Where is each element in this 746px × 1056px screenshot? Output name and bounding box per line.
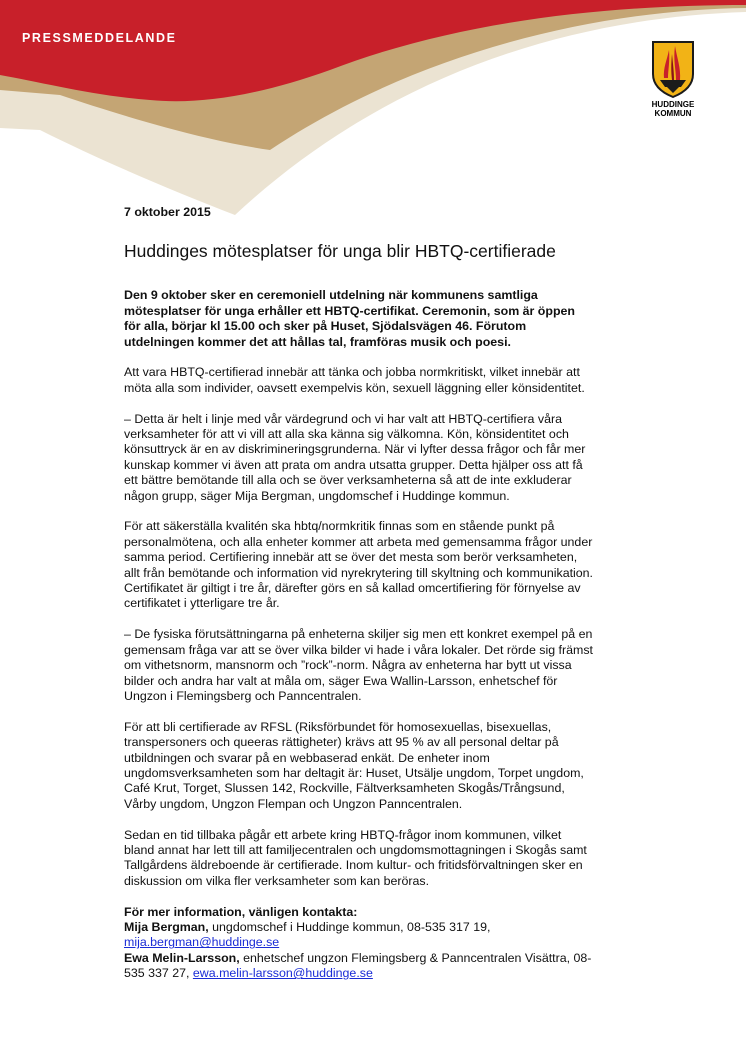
release-date: 7 oktober 2015 xyxy=(124,205,211,219)
lead-paragraph: Den 9 oktober sker en ceremoniell utdelning när kommunens samtliga mötesplatser för unga erhåller ett HBTQ-certifikat. Ceremonin, som är öppen för alla, börjar kl 15.00 och sker på Huset, Sjödalsvägen 46. Förutom utdelningen kommer det att hållas tal, framföras musik och poesi. xyxy=(124,288,575,349)
press-release-body xyxy=(124,205,594,982)
logo-line-2: KOMMUN xyxy=(654,109,692,118)
body-paragraph: – De fysiska förutsättningarna på enheterna skiljer sig men ett konkret exempel på en gemensam fråga var att se över vilka bilder vi hade i våra lokaler. Det rörde sig främst om vithetsnorm, mansnorm och ”rock”-norm. Några av enheterna har bytt ut vissa bilder och andra har valt at måla om, säger Ewa Wallin-Larsson, enhetschef för Ungzon i Flemingsberg och Panncentralen. xyxy=(124,627,593,703)
contact-2-details: enhetschef ungzon Flemingsberg & Panncentralen Visättra, 08-535 337 27, xyxy=(124,950,592,981)
logo-wordmark xyxy=(636,100,710,118)
contact-1-email-link[interactable]: mija.bergman@huddinge.se xyxy=(124,935,280,950)
contact-heading: För mer information, vänligen kontakta: xyxy=(124,904,358,919)
body-paragraph: För att säkerställa kvalitén ska hbtq/normkritik finnas som en stående punkt på personalmötena, och alla enheter kommer att arbeta med gemensamma frågor under samma period. Certifiering innebär att se över det mesta som berör verksamheten, allt från bemötande och information vid nyrekrytering till skyltning och kommunikation. Certifikatet är giltigt i tre år, därefter görs en så kallad omcertifiering för förnyelse av certifikatet i ytterligare tre år. xyxy=(124,519,593,611)
press-release-label: PRESSMEDDELANDE xyxy=(22,31,177,45)
contact-2-name: Ewa Melin-Larsson, xyxy=(124,950,240,965)
contact-2-email-link[interactable]: ewa.melin-larsson@huddinge.se xyxy=(192,966,373,981)
contact-1-details: ungdomschef i Huddinge kommun, 08-535 317 19, xyxy=(208,919,491,934)
contact-1-name: Mija Bergman, xyxy=(124,919,209,934)
body-paragraph: Sedan en tid tillbaka pågår ett arbete kring HBTQ-frågor inom kommunen, vilket bland annat har lett till att familjecentralen och ungdomsmottagningen i Skogås samt Tallgårdens äldreboende är certifierade. Inom kultur- och fritidsförvaltningen sker en diskussion om vilka fler verksamheter som kan beröras. xyxy=(124,827,587,888)
body-paragraph: Att vara HBTQ-certifierad innebär att tänka och jobba normkritiskt, vilket innebär att möta alla som individer, oavsett exempelvis kön, sexuell läggning eller könsidentitet. xyxy=(124,365,585,395)
logo-line-1: HUDDINGE xyxy=(651,100,695,109)
body-paragraph: – Detta är helt i linje med vår värdegrund och vi har valt att HBTQ-certifiera våra verksamheter för att vi vill att alla ska känna sig välkomna. Kön, könsidentitet och könsuttryck är en av diskrimineringsgrunderna. När vi lyfter dessa frågor och får mer kunskap kommer vi även att prata om andra utsatta grupper. Detta hjälper oss att få ett bättre bemötande till alla och se över verksamheterna så att de inte exkluderar någon grupp, säger Mija Bergman, ungdomschef i Huddinge kommun. xyxy=(124,411,586,503)
municipality-logo xyxy=(636,40,710,118)
contact-person-1 xyxy=(124,920,594,935)
body-paragraph: För att bli certifierade av RFSL (Riksförbundet för homosexuellas, bisexuellas, transpersoners och queeras rättigheter) krävs att 95 % av all personal deltar på utbildningen och svarar på en webbaserad enkät. De enheter inom ungdomsverksamheten som har deltagit är: Huset, Utsälje ungdom, Torpet ungdom, Café Krut, Torget, Slussen 142, Rockville, Fältverksamheten Skogås/Trångsund, Vårby ungdom, Ungzon Flempan och Ungzon Panncentralen. xyxy=(124,719,584,811)
contact-person-2 xyxy=(124,951,594,982)
page-title: Huddinges mötesplatser för unga blir HBTQ-certifierade xyxy=(124,241,556,262)
huddinge-coat-of-arms-icon xyxy=(651,40,695,98)
contact-section xyxy=(124,905,594,982)
